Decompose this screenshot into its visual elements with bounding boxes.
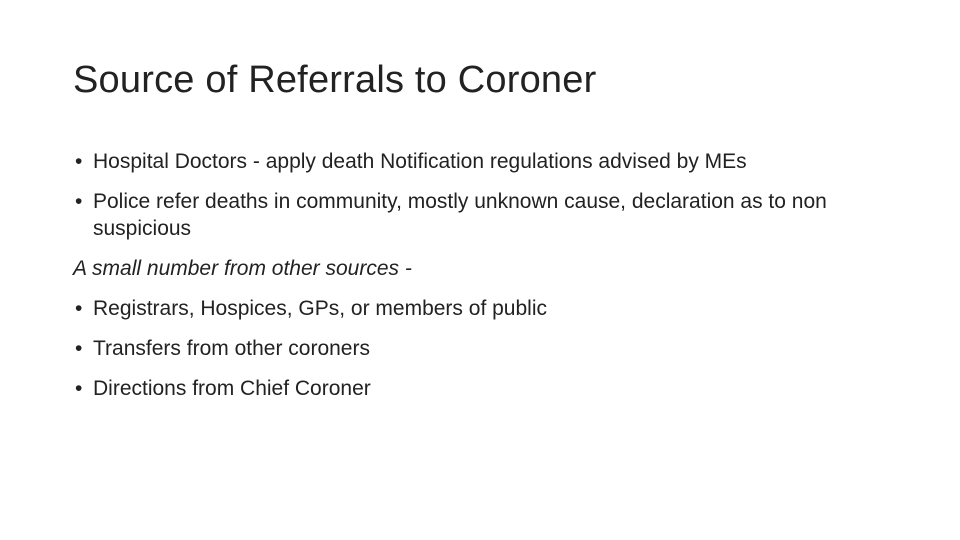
bullet-text: Police refer deaths in community, mostly unknown cause, declaration as to non suspicious <box>93 190 827 240</box>
bullet-text: Directions from Chief Coroner <box>93 377 371 400</box>
bullet-item <box>73 295 893 322</box>
bullet-text: Registrars, Hospices, GPs, or members of public <box>93 297 547 320</box>
slide-title: Source of Referrals to Coroner <box>73 59 597 101</box>
bullet-icon: • <box>75 297 83 320</box>
bullet-text: Transfers from other coroners <box>93 337 370 360</box>
bullet-item <box>73 375 893 402</box>
bullet-item <box>73 148 893 175</box>
slide-body <box>73 148 893 415</box>
bullet-item <box>73 188 893 242</box>
bullet-icon: • <box>75 377 83 400</box>
subheading: A small number from other sources - <box>73 257 412 280</box>
bullet-icon: • <box>75 150 83 173</box>
bullet-item <box>73 335 893 362</box>
bullet-icon: • <box>75 190 83 213</box>
bullet-text: Hospital Doctors - apply death Notification regulations advised by MEs <box>93 150 747 173</box>
bullet-icon: • <box>75 337 83 360</box>
